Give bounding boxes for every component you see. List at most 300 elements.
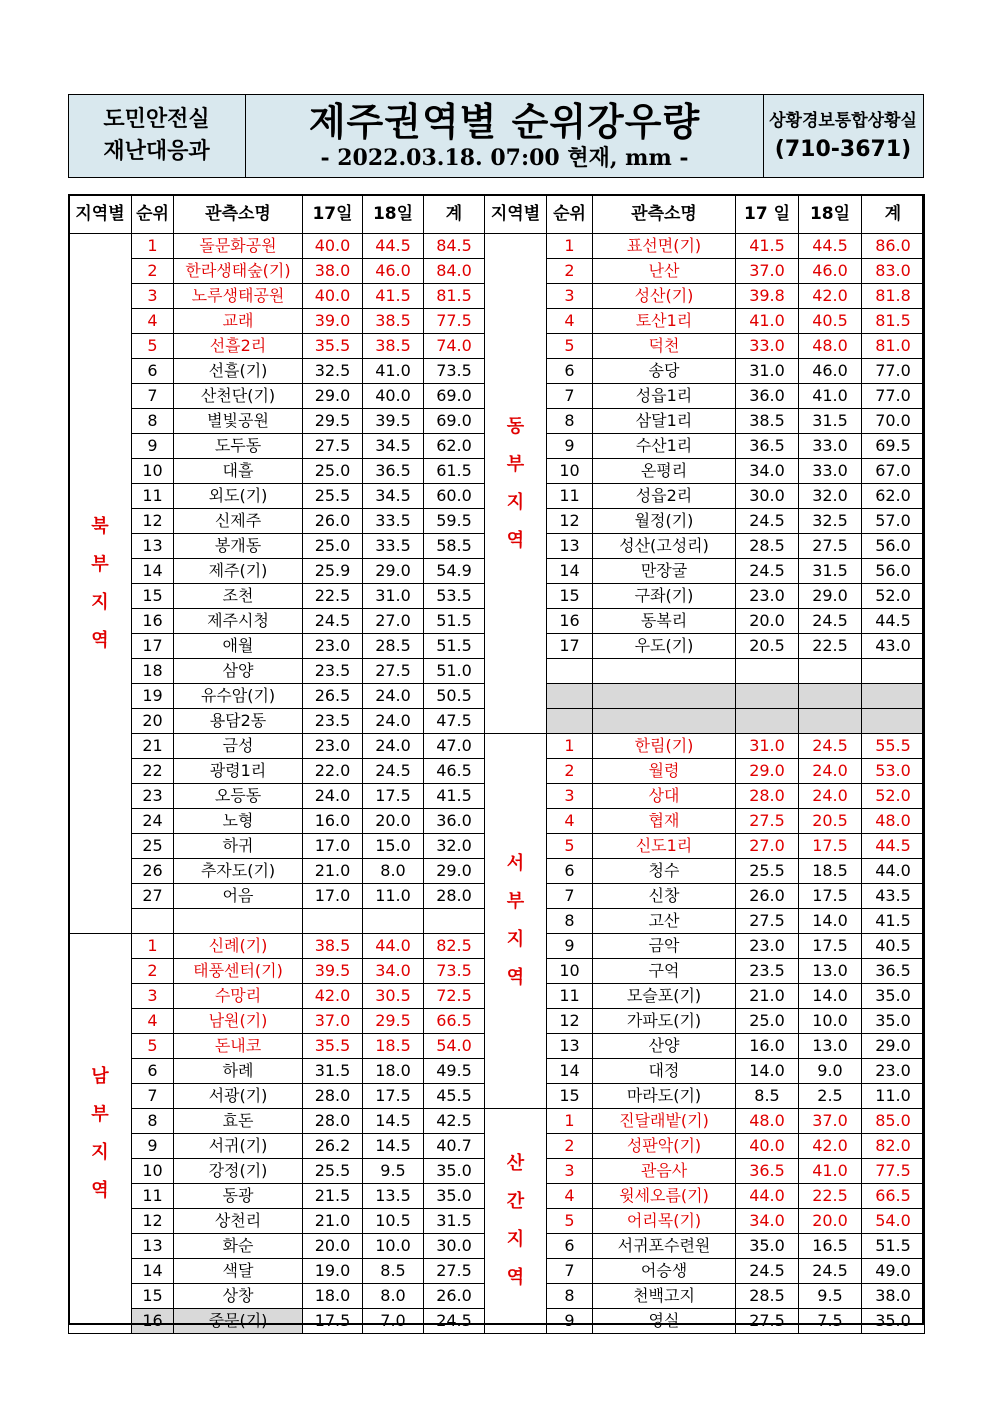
table-row xyxy=(485,459,925,484)
total-cell: 48.0 xyxy=(862,809,925,834)
table-row xyxy=(485,534,925,559)
station-cell: 성판악(기) xyxy=(593,1134,736,1159)
region-north-label: 북 부 지 역 xyxy=(69,234,132,934)
day17-cell: 35.5 xyxy=(303,1034,363,1059)
total-cell: 44.5 xyxy=(862,834,925,859)
rank-cell: 7 xyxy=(547,1259,593,1284)
day17-cell: 23.5 xyxy=(303,709,363,734)
day17-cell: 24.0 xyxy=(303,784,363,809)
table-row xyxy=(69,1259,485,1284)
day17-cell: 17.5 xyxy=(303,1309,363,1334)
rank-cell: 3 xyxy=(132,984,174,1009)
day18-cell: 16.5 xyxy=(799,1234,862,1259)
day17-cell: 27.0 xyxy=(736,834,799,859)
total-cell: 56.0 xyxy=(862,559,925,584)
total-cell xyxy=(862,659,925,684)
rank-cell: 1 xyxy=(132,934,174,959)
station-cell xyxy=(593,684,736,709)
day17-cell: 23.0 xyxy=(736,934,799,959)
total-cell: 46.5 xyxy=(424,759,485,784)
day18-cell xyxy=(363,909,424,934)
table-row xyxy=(485,584,925,609)
station-cell: 송당 xyxy=(593,359,736,384)
day18-cell: 22.5 xyxy=(799,634,862,659)
day17-cell: 41.0 xyxy=(736,309,799,334)
total-cell: 86.0 xyxy=(862,234,925,259)
station-cell: 구억 xyxy=(593,959,736,984)
table-row xyxy=(69,784,485,809)
table-row xyxy=(69,459,485,484)
day17-cell: 17.0 xyxy=(303,884,363,909)
day17-cell: 36.0 xyxy=(736,384,799,409)
table-row xyxy=(69,1084,485,1109)
total-cell: 24.5 xyxy=(424,1309,485,1334)
station-cell: 제주(기) xyxy=(174,559,303,584)
rank-cell: 7 xyxy=(132,384,174,409)
station-cell: 조천 xyxy=(174,584,303,609)
day18-cell: 34.0 xyxy=(363,959,424,984)
table-row xyxy=(69,909,485,934)
rank-cell: 5 xyxy=(547,334,593,359)
day18-cell: 9.0 xyxy=(799,1059,862,1084)
total-cell: 35.0 xyxy=(424,1159,485,1184)
day18-cell: 24.5 xyxy=(799,609,862,634)
rank-cell: 16 xyxy=(132,1309,174,1334)
day18-cell: 18.0 xyxy=(363,1059,424,1084)
station-cell: 선흘2리 xyxy=(174,334,303,359)
table-row xyxy=(485,809,925,834)
day18-cell: 7.5 xyxy=(799,1309,862,1334)
day17-cell: 16.0 xyxy=(736,1034,799,1059)
day18-cell: 38.5 xyxy=(363,309,424,334)
total-cell: 35.0 xyxy=(862,984,925,1009)
table-row xyxy=(485,759,925,784)
day18-cell: 31.5 xyxy=(799,559,862,584)
rank-cell: 9 xyxy=(132,434,174,459)
station-cell: 서귀(기) xyxy=(174,1134,303,1159)
total-cell: 26.0 xyxy=(424,1284,485,1309)
station-cell: 덕천 xyxy=(593,334,736,359)
total-cell: 51.5 xyxy=(424,634,485,659)
col-header-total: 계 xyxy=(862,195,925,234)
table-row xyxy=(485,334,925,359)
table-row xyxy=(485,1034,925,1059)
rank-cell: 3 xyxy=(547,784,593,809)
rank-cell: 2 xyxy=(547,259,593,284)
total-cell: 84.5 xyxy=(424,234,485,259)
day18-cell: 10.0 xyxy=(363,1234,424,1259)
table-row xyxy=(69,359,485,384)
col-header-station: 관측소명 xyxy=(593,195,736,234)
day17-cell: 20.0 xyxy=(303,1234,363,1259)
table-row xyxy=(485,859,925,884)
table-row xyxy=(485,359,925,384)
total-cell: 74.0 xyxy=(424,334,485,359)
station-cell: 추자도(기) xyxy=(174,859,303,884)
total-cell: 83.0 xyxy=(862,259,925,284)
table-row xyxy=(485,559,925,584)
table-row xyxy=(69,234,485,259)
total-cell: 73.5 xyxy=(424,959,485,984)
table-row xyxy=(485,1159,925,1184)
day17-cell: 20.5 xyxy=(736,634,799,659)
station-cell: 성읍2리 xyxy=(593,484,736,509)
total-cell: 66.5 xyxy=(424,1009,485,1034)
day17-cell: 32.5 xyxy=(303,359,363,384)
day18-cell: 42.0 xyxy=(799,284,862,309)
station-cell: 수망리 xyxy=(174,984,303,1009)
rank-cell: 2 xyxy=(547,759,593,784)
day17-cell: 33.0 xyxy=(736,334,799,359)
rank-cell xyxy=(547,684,593,709)
rank-cell: 2 xyxy=(132,259,174,284)
rank-cell: 2 xyxy=(547,1134,593,1159)
total-cell: 29.0 xyxy=(862,1034,925,1059)
day17-cell xyxy=(303,909,363,934)
day18-cell: 37.0 xyxy=(799,1109,862,1134)
total-cell: 35.0 xyxy=(424,1184,485,1209)
table-row xyxy=(69,759,485,784)
day18-cell xyxy=(799,684,862,709)
table-row xyxy=(485,709,925,734)
day18-cell: 17.5 xyxy=(799,934,862,959)
station-cell: 중문(기) xyxy=(174,1309,303,1334)
page-title: 제주권역별 순위강우량 xyxy=(308,100,701,144)
day18-cell: 24.0 xyxy=(363,734,424,759)
day18-cell: 18.5 xyxy=(799,859,862,884)
total-cell: 84.0 xyxy=(424,259,485,284)
rank-cell: 14 xyxy=(547,1059,593,1084)
station-cell: 노루생태공원 xyxy=(174,284,303,309)
table-row xyxy=(485,1084,925,1109)
station-cell: 한라생태숲(기) xyxy=(174,259,303,284)
rainfall-table-right xyxy=(484,194,925,1334)
day18-cell: 32.0 xyxy=(799,484,862,509)
day18-cell: 46.0 xyxy=(799,259,862,284)
day17-cell: 40.0 xyxy=(303,234,363,259)
station-cell: 동광 xyxy=(174,1184,303,1209)
day18-cell: 40.0 xyxy=(363,384,424,409)
table-row xyxy=(485,1284,925,1309)
region-mountain-label: 산 간 지 역 xyxy=(485,1109,547,1334)
day17-cell: 31.5 xyxy=(303,1059,363,1084)
rank-cell: 25 xyxy=(132,834,174,859)
rank-cell: 1 xyxy=(547,234,593,259)
day17-cell: 26.0 xyxy=(736,884,799,909)
region-west-label: 서 부 지 역 xyxy=(485,734,547,1109)
station-cell: 진달래밭(기) xyxy=(593,1109,736,1134)
day18-cell: 14.0 xyxy=(799,984,862,1009)
station-cell: 가파도(기) xyxy=(593,1009,736,1034)
day18-cell: 9.5 xyxy=(363,1159,424,1184)
table-row xyxy=(485,259,925,284)
total-cell: 29.0 xyxy=(424,859,485,884)
rank-cell: 24 xyxy=(132,809,174,834)
day18-cell: 29.0 xyxy=(799,584,862,609)
table-row xyxy=(485,309,925,334)
col-header-region: 지역별 xyxy=(485,195,547,234)
day17-cell: 20.0 xyxy=(736,609,799,634)
day18-cell: 44.0 xyxy=(363,934,424,959)
table-row xyxy=(69,934,485,959)
total-cell: 41.5 xyxy=(424,784,485,809)
rank-cell: 12 xyxy=(547,509,593,534)
rank-cell: 4 xyxy=(132,309,174,334)
rank-cell: 2 xyxy=(132,959,174,984)
station-cell: 어승생 xyxy=(593,1259,736,1284)
total-cell: 11.0 xyxy=(862,1084,925,1109)
rank-cell: 6 xyxy=(132,1059,174,1084)
day18-cell: 17.5 xyxy=(363,1084,424,1109)
day18-cell: 27.5 xyxy=(363,659,424,684)
day18-cell: 41.5 xyxy=(363,284,424,309)
station-cell: 색달 xyxy=(174,1259,303,1284)
rank-cell: 20 xyxy=(132,709,174,734)
rank-cell: 27 xyxy=(132,884,174,909)
day17-cell: 38.0 xyxy=(303,259,363,284)
station-cell: 태풍센터(기) xyxy=(174,959,303,984)
day18-cell: 17.5 xyxy=(363,784,424,809)
day18-cell: 14.0 xyxy=(799,909,862,934)
table-row xyxy=(485,609,925,634)
day17-cell: 26.0 xyxy=(303,509,363,534)
total-cell: 49.0 xyxy=(862,1259,925,1284)
total-cell: 69.5 xyxy=(862,434,925,459)
total-cell: 51.5 xyxy=(424,609,485,634)
total-cell: 27.5 xyxy=(424,1259,485,1284)
rank-cell: 8 xyxy=(132,1109,174,1134)
day18-cell: 28.5 xyxy=(363,634,424,659)
total-cell: 23.0 xyxy=(862,1059,925,1084)
station-cell: 효돈 xyxy=(174,1109,303,1134)
day17-cell: 40.0 xyxy=(303,284,363,309)
day17-cell: 37.0 xyxy=(303,1009,363,1034)
day17-cell: 23.5 xyxy=(303,659,363,684)
day18-cell: 24.5 xyxy=(363,759,424,784)
table-row xyxy=(485,1234,925,1259)
table-row xyxy=(69,559,485,584)
station-cell: 성읍1리 xyxy=(593,384,736,409)
station-cell: 수산1리 xyxy=(593,434,736,459)
day17-cell: 29.0 xyxy=(736,759,799,784)
table-row xyxy=(485,734,925,759)
department-box xyxy=(69,95,244,177)
rank-cell: 15 xyxy=(547,584,593,609)
day18-cell: 14.5 xyxy=(363,1109,424,1134)
station-cell: 신도1리 xyxy=(593,834,736,859)
day17-cell xyxy=(736,659,799,684)
day18-cell: 2.5 xyxy=(799,1084,862,1109)
rank-cell xyxy=(547,659,593,684)
station-cell: 삼달1리 xyxy=(593,409,736,434)
rank-cell: 1 xyxy=(547,734,593,759)
station-cell: 외도(기) xyxy=(174,484,303,509)
table-row xyxy=(69,1134,485,1159)
station-cell: 별빛공원 xyxy=(174,409,303,434)
day17-cell: 30.0 xyxy=(736,484,799,509)
rank-cell: 26 xyxy=(132,859,174,884)
total-cell: 81.0 xyxy=(862,334,925,359)
rank-cell xyxy=(132,909,174,934)
table-row xyxy=(69,809,485,834)
table-row xyxy=(485,484,925,509)
rank-cell: 1 xyxy=(547,1109,593,1134)
day17-cell: 18.0 xyxy=(303,1284,363,1309)
day18-cell: 24.0 xyxy=(799,759,862,784)
rank-cell: 9 xyxy=(547,1309,593,1334)
table-row xyxy=(69,884,485,909)
table-row xyxy=(69,1184,485,1209)
rank-cell: 15 xyxy=(547,1084,593,1109)
total-cell: 62.0 xyxy=(424,434,485,459)
col-header-day17: 17일 xyxy=(303,195,363,234)
table-header-row xyxy=(485,195,925,234)
day18-cell: 8.5 xyxy=(363,1259,424,1284)
day17-cell: 27.5 xyxy=(736,1309,799,1334)
total-cell: 52.0 xyxy=(862,784,925,809)
day17-cell xyxy=(736,709,799,734)
total-cell: 81.5 xyxy=(424,284,485,309)
station-cell: 온평리 xyxy=(593,459,736,484)
rank-cell: 3 xyxy=(547,1159,593,1184)
day17-cell: 40.0 xyxy=(736,1134,799,1159)
station-cell: 어리목(기) xyxy=(593,1209,736,1234)
station-cell: 성산(기) xyxy=(593,284,736,309)
rank-cell: 9 xyxy=(547,434,593,459)
region-east-label: 동 부 지 역 xyxy=(485,234,547,734)
rank-cell xyxy=(547,709,593,734)
rank-cell: 5 xyxy=(547,1209,593,1234)
table-row xyxy=(485,909,925,934)
day18-cell: 46.0 xyxy=(799,359,862,384)
rank-cell: 21 xyxy=(132,734,174,759)
rank-cell: 11 xyxy=(132,484,174,509)
table-row xyxy=(69,484,485,509)
day18-cell: 44.5 xyxy=(363,234,424,259)
day17-cell: 8.5 xyxy=(736,1084,799,1109)
day17-cell: 41.5 xyxy=(736,234,799,259)
rank-cell: 8 xyxy=(132,409,174,434)
station-cell: 마라도(기) xyxy=(593,1084,736,1109)
total-cell: 66.5 xyxy=(862,1184,925,1209)
total-cell: 53.0 xyxy=(862,759,925,784)
day17-cell: 44.0 xyxy=(736,1184,799,1209)
day18-cell: 24.5 xyxy=(799,1259,862,1284)
day17-cell: 35.0 xyxy=(736,1234,799,1259)
region-south-label: 남 부 지 역 xyxy=(69,934,132,1334)
rank-cell: 3 xyxy=(547,284,593,309)
rank-cell: 7 xyxy=(547,884,593,909)
rank-cell: 16 xyxy=(547,609,593,634)
station-cell: 윗세오름(기) xyxy=(593,1184,736,1209)
rank-cell: 5 xyxy=(132,1034,174,1059)
total-cell: 44.5 xyxy=(862,609,925,634)
total-cell: 77.0 xyxy=(862,384,925,409)
table-row xyxy=(485,1259,925,1284)
table-row xyxy=(69,284,485,309)
table-row xyxy=(69,1234,485,1259)
table-row xyxy=(69,659,485,684)
rank-cell: 19 xyxy=(132,684,174,709)
table-row xyxy=(485,1309,925,1334)
rank-cell: 12 xyxy=(132,1209,174,1234)
total-cell: 67.0 xyxy=(862,459,925,484)
rank-cell: 10 xyxy=(132,459,174,484)
station-cell: 산양 xyxy=(593,1034,736,1059)
table-row xyxy=(485,934,925,959)
rank-cell: 9 xyxy=(132,1134,174,1159)
table-row xyxy=(485,1134,925,1159)
day17-cell: 25.0 xyxy=(736,1009,799,1034)
day17-cell: 28.5 xyxy=(736,1284,799,1309)
total-cell: 77.0 xyxy=(862,359,925,384)
rank-cell: 23 xyxy=(132,784,174,809)
table-row xyxy=(69,1159,485,1184)
rank-cell: 22 xyxy=(132,759,174,784)
rainfall-table-left xyxy=(68,194,485,1334)
total-cell: 82.5 xyxy=(424,934,485,959)
day17-cell: 24.5 xyxy=(736,1259,799,1284)
day18-cell: 40.5 xyxy=(799,309,862,334)
total-cell: 47.5 xyxy=(424,709,485,734)
rank-cell: 13 xyxy=(547,1034,593,1059)
day17-cell: 22.0 xyxy=(303,759,363,784)
total-cell: 28.0 xyxy=(424,884,485,909)
day18-cell: 33.5 xyxy=(363,509,424,534)
day18-cell: 8.0 xyxy=(363,1284,424,1309)
day17-cell: 28.0 xyxy=(303,1084,363,1109)
day18-cell: 46.0 xyxy=(363,259,424,284)
table-row xyxy=(485,284,925,309)
day18-cell: 31.5 xyxy=(799,409,862,434)
day18-cell: 41.0 xyxy=(799,1159,862,1184)
total-cell xyxy=(862,684,925,709)
table-row xyxy=(69,309,485,334)
total-cell: 69.0 xyxy=(424,384,485,409)
rank-cell: 7 xyxy=(132,1084,174,1109)
table-row xyxy=(69,409,485,434)
rank-cell: 12 xyxy=(547,1009,593,1034)
table-row xyxy=(69,1009,485,1034)
station-cell: 표선면(기) xyxy=(593,234,736,259)
day18-cell: 27.5 xyxy=(799,534,862,559)
day17-cell: 34.0 xyxy=(736,1209,799,1234)
day17-cell: 21.0 xyxy=(736,984,799,1009)
rank-cell: 13 xyxy=(132,1234,174,1259)
day17-cell: 31.0 xyxy=(736,359,799,384)
station-cell: 하귀 xyxy=(174,834,303,859)
total-cell: 41.5 xyxy=(862,909,925,934)
rank-cell: 3 xyxy=(132,284,174,309)
rank-cell: 1 xyxy=(132,234,174,259)
table-row xyxy=(485,959,925,984)
rank-cell: 10 xyxy=(132,1159,174,1184)
rank-cell: 9 xyxy=(547,934,593,959)
day17-cell: 24.5 xyxy=(736,509,799,534)
station-cell: 동복리 xyxy=(593,609,736,634)
day17-cell: 23.0 xyxy=(736,584,799,609)
day18-cell: 33.0 xyxy=(799,434,862,459)
day18-cell: 24.5 xyxy=(799,734,862,759)
total-cell: 56.0 xyxy=(862,534,925,559)
table-row xyxy=(69,584,485,609)
rank-cell: 17 xyxy=(547,634,593,659)
station-cell: 금성 xyxy=(174,734,303,759)
table-row xyxy=(69,609,485,634)
station-cell xyxy=(593,659,736,684)
station-cell: 하례 xyxy=(174,1059,303,1084)
col-header-day17: 17 일 xyxy=(736,195,799,234)
